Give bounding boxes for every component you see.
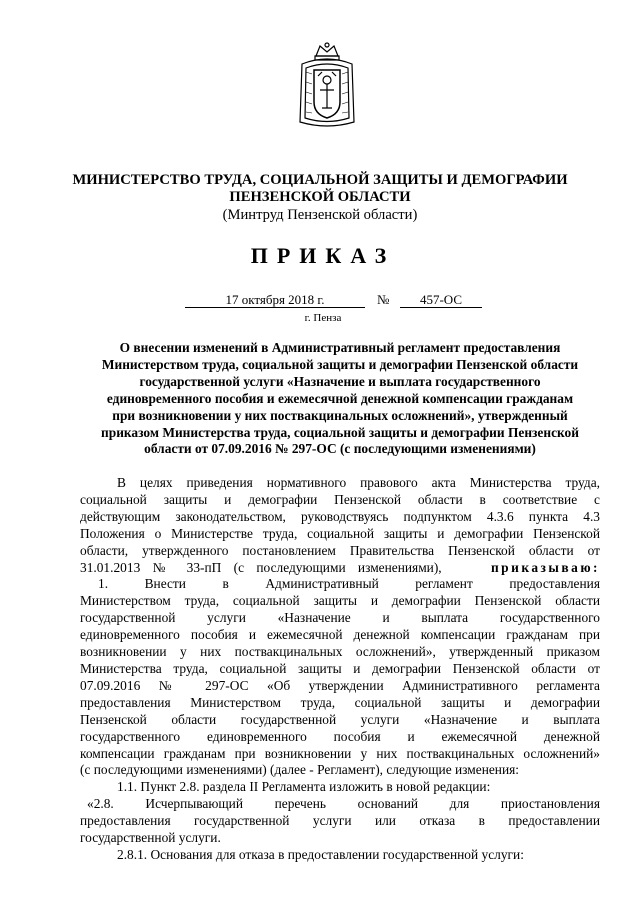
body-line: Министерством труда, социальной защиты и демографии Пензенской области: [80, 593, 600, 609]
body-line: государственной услуги «Назначение и выплата государственного: [80, 610, 600, 626]
order-word: приказываю:: [490, 559, 601, 575]
ministry-name: [0, 172, 640, 206]
body-line: «2.8. Исчерпывающий перечень оснований для приостановления: [87, 796, 600, 812]
body-line: предоставления Министерством труда, социальной защиты и демографии: [80, 694, 600, 710]
ministry-name-line1: МИНИСТЕРСТВО ТРУДА, СОЦИАЛЬНОЙ ЗАЩИТЫ И ДЕМОГРАФИИ: [72, 172, 568, 188]
order-subject: [80, 340, 600, 458]
body-line: единовременного пособия и ежемесячной денежной компенсации гражданам при: [80, 627, 600, 643]
ministry-name-line2: ПЕНЗЕНСКОЙ ОБЛАСТИ: [229, 189, 411, 205]
subject-line: области от 07.09.2016 № 297-ОС (с последующими изменениями): [144, 441, 536, 457]
subject-line: приказом Министерства труда, социальной защиты и демографии Пензенской: [101, 424, 579, 440]
body-line: социальной защиты и демографии Пензенской области в соответствие с: [80, 491, 600, 507]
body-line: компенсации гражданам при возникновении у них поствакцинальных осложнений»: [80, 745, 600, 761]
ministry-short-name: (Минтруд Пензенской области): [222, 207, 418, 223]
body-line-text: 31.01.2013 № 33-пП (с последующими изменениями),: [80, 559, 442, 575]
subject-line: государственной услуги «Назначение и выплата государственного: [139, 373, 541, 389]
body-line: возникновении у них поствакцинальных осложнений», утвержденный приказом: [80, 644, 600, 660]
subject-line: при возникновении у них поствакцинальных осложнений», утвержденный: [112, 407, 568, 423]
order-number: 457-ОС: [400, 292, 482, 308]
order-date: 17 октября 2018 г.: [185, 292, 365, 308]
document-body: [80, 475, 600, 864]
body-line: Положения о Министерстве труда, социальной защиты и демографии Пензенской: [80, 525, 600, 541]
date-number-line: [0, 292, 640, 310]
body-line: государственной услуги.: [80, 830, 221, 846]
body-line: 1.1. Пункт 2.8. раздела II Регламента изложить в новой редакции:: [117, 779, 491, 795]
body-line: (с последующими изменениями) (далее - Регламент), следующие изменения:: [80, 762, 520, 778]
number-sign: №: [377, 292, 390, 307]
city: г. Пенза: [304, 312, 342, 324]
body-line: 2.8.1. Основания для отказа в предоставлении государственной услуги:: [117, 846, 524, 862]
body-line: государственного единовременного пособия и ежемесячной денежной: [80, 728, 600, 744]
body-line: области, утвержденного постановлением Правительства Пензенской области от: [80, 542, 600, 558]
body-line: 1. Внести в Административный регламент предоставления: [98, 576, 600, 592]
body-line: 07.09.2016 № 297-ОС «Об утверждении Административного регламента: [80, 677, 600, 693]
document-type-title: ПРИКАЗ: [250, 243, 396, 268]
body-line: действующим законодательством, руководствуясь подпунктом 4.3.6 пункта 4.3: [80, 508, 600, 524]
body-line: Пензенской области государственной услуги «Назначение и выплата: [80, 711, 600, 727]
subject-line: Министерством труда, социальной защиты и демографии Пензенской области: [101, 356, 579, 372]
subject-line: О внесении изменений в Административный регламент предоставления: [119, 340, 561, 355]
body-line-order: [80, 560, 600, 577]
body-line: предоставления государственной услуги или отказа в предоставлении: [80, 813, 600, 829]
body-line: В целях приведения нормативного правового акта Министерства труда,: [117, 475, 600, 490]
subject-line: единовременного пособия и ежемесячной денежной компенсации гражданам: [106, 390, 574, 406]
coat-of-arms-emblem: [298, 42, 356, 130]
body-line: Министерства труда, социальной защиты и демографии Пензенской области от: [80, 660, 600, 676]
